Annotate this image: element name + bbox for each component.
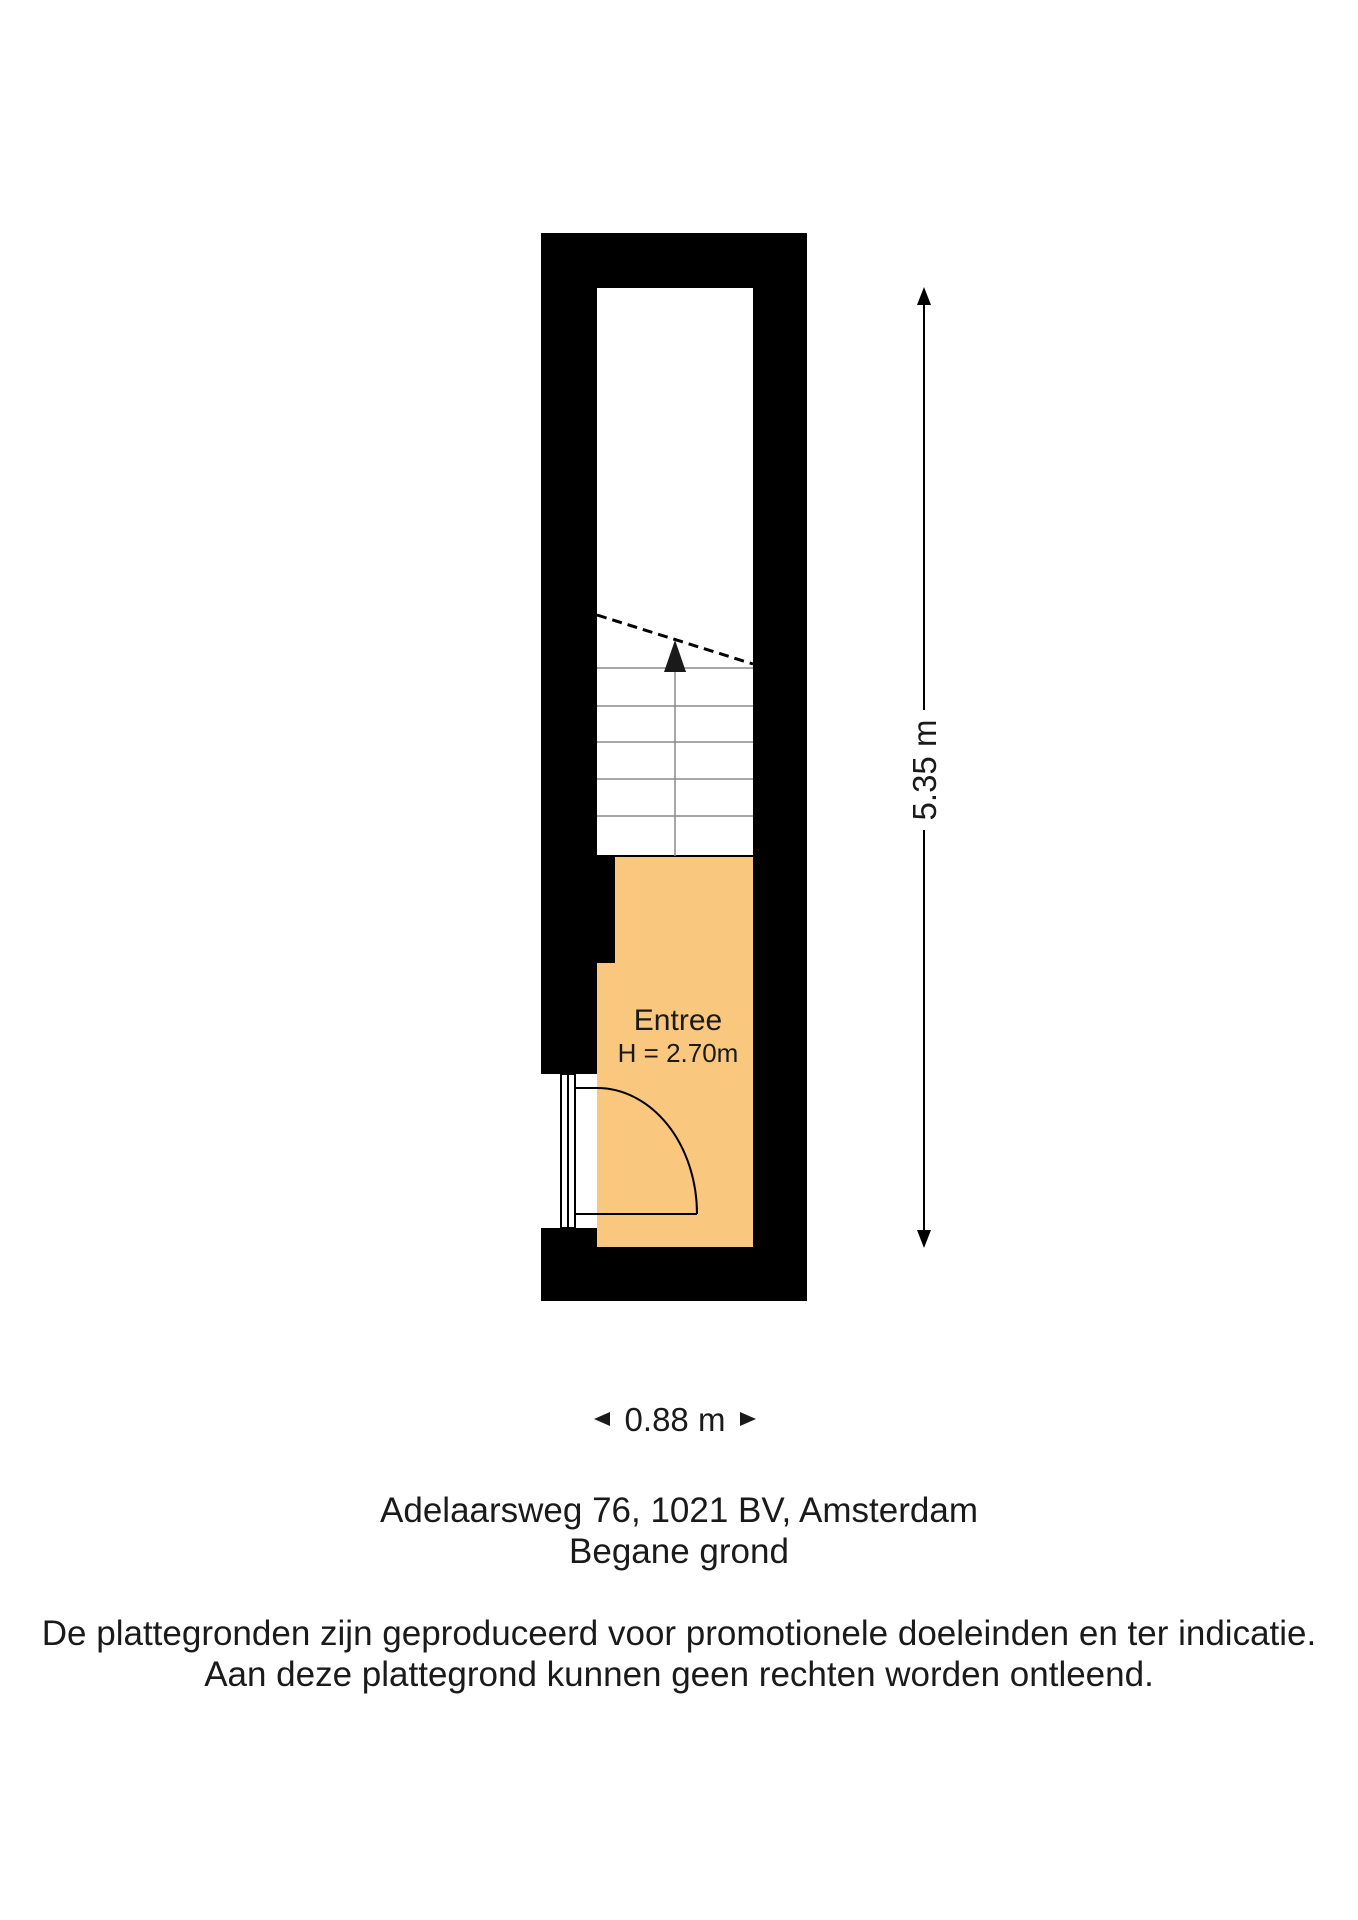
disclaimer-line-1: De plattegronden zijn geproduceerd voor promotionele doeleinden en ter indicatie.	[41, 1614, 1317, 1653]
address: Adelaarsweg 76, 1021 BV, Amsterdam	[380, 1491, 978, 1530]
disclaimer-line-2: Aan deze plattegrond kunnen geen rechten worden ontleend.	[204, 1655, 1154, 1694]
room-height: H = 2.70m	[617, 1038, 739, 1068]
room-name: Entree	[633, 1004, 723, 1037]
arrow-up-icon	[917, 287, 931, 305]
arrow-down-icon	[917, 1230, 931, 1248]
arrow-right-icon	[740, 1412, 756, 1426]
length-label: 5.35 m	[906, 719, 943, 821]
width-label: 0.88 m	[624, 1401, 726, 1438]
floor-name: Begane grond	[569, 1532, 789, 1571]
arrow-left-icon	[594, 1412, 610, 1426]
width-dimension	[594, 1401, 756, 1438]
length-dimension	[906, 287, 943, 1248]
